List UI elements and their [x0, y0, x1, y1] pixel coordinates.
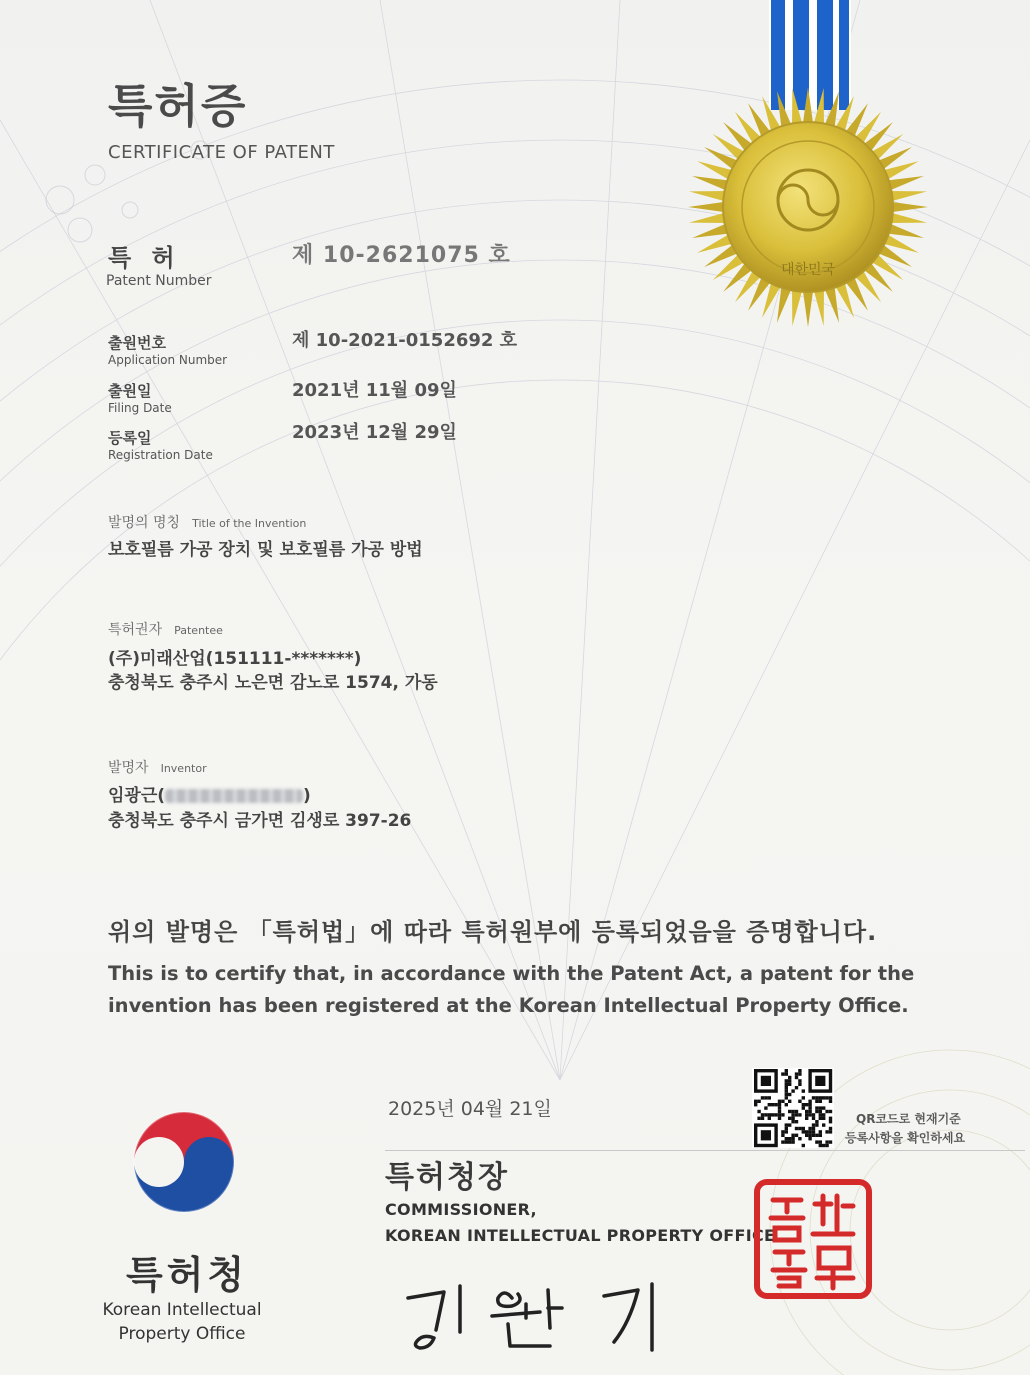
- page-title: 특허증: [108, 79, 248, 133]
- divider: [385, 1150, 1025, 1151]
- patentee-heading: [108, 619, 223, 639]
- official-stamp-icon: [753, 1178, 873, 1300]
- inventor-label-en: Inventor: [160, 762, 207, 775]
- inventor-name-close: ): [303, 786, 311, 806]
- registration-date-label: 등록일: [108, 429, 152, 447]
- invention-heading: [108, 512, 306, 532]
- patentee-address: 충청북도 충주시 노은면 감노로 1574, 가동: [108, 673, 438, 693]
- invention-label-en: Title of the Invention: [192, 517, 307, 530]
- certification-statement-en: This is to certify that, in accordance with the Patent Act, a patent for the invention has been registered at the Korean Intellectual Property Office.: [108, 962, 915, 1017]
- inventor-name: [108, 781, 311, 806]
- filing-date-label: 출원일: [108, 382, 152, 400]
- patent-number-label-en: Patent Number: [106, 273, 212, 289]
- kipo-logo-icon: [122, 1100, 246, 1224]
- inventor-heading: [108, 757, 207, 777]
- application-number-value: 제 10-2021-0152692 호: [292, 330, 518, 351]
- commissioner-title: 특허청장: [385, 1160, 509, 1195]
- inventor-name-text: 임광근(: [108, 786, 166, 806]
- filing-date-label-en: Filing Date: [108, 401, 172, 415]
- qr-code-icon[interactable]: [752, 1068, 834, 1148]
- application-number-label-en: Application Number: [108, 353, 228, 367]
- patent-number-value: 제 10-2621075 호: [292, 243, 511, 268]
- filing-date-value: 2021년 11월 09일: [292, 380, 457, 401]
- page-subtitle: CERTIFICATE OF PATENT: [108, 142, 335, 163]
- commissioner-title-en-line1: COMMISSIONER,: [385, 1200, 537, 1219]
- registration-date-label-en: Registration Date: [108, 448, 213, 462]
- registration-date-value: 2023년 12월 29일: [292, 422, 457, 443]
- signature: [400, 1268, 700, 1358]
- certification-statement-ko: 위의 발명은 「특허법」에 따라 특허원부에 등록되었음을 증명합니다.: [108, 918, 878, 946]
- gold-seal-icon: [683, 82, 933, 332]
- redacted-id: [165, 789, 303, 803]
- inventor-label: 발명자: [108, 760, 149, 776]
- qr-note-line2: 등록사항을 확인하세요: [845, 1131, 966, 1145]
- issue-date: 2025년 04월 21일: [388, 1098, 552, 1120]
- inventor-address: 충청북도 충주시 금가면 김생로 397-26: [108, 811, 412, 831]
- invention-label: 발명의 명칭: [108, 515, 181, 531]
- application-number-label: 출원번호: [108, 334, 166, 352]
- office-name-ko: 특허청: [126, 1253, 249, 1297]
- patent-number-label: 특 허: [108, 244, 181, 272]
- patentee-label: 특허권자: [108, 622, 163, 638]
- commissioner-title-en-line2: KOREAN INTELLECTUAL PROPERTY OFFICE: [385, 1226, 776, 1245]
- qr-note-line1: QR코드로 현재기준: [856, 1112, 961, 1126]
- invention-title: 보호필름 가공 장치 및 보호필름 가공 방법: [108, 540, 423, 560]
- patentee-name: (주)미래산업(151111-*******): [108, 649, 362, 669]
- seal-text: 대한민국: [780, 262, 836, 278]
- patentee-label-en: Patentee: [174, 624, 223, 637]
- office-name-en: Korean Intellectual Property Office: [102, 1300, 262, 1344]
